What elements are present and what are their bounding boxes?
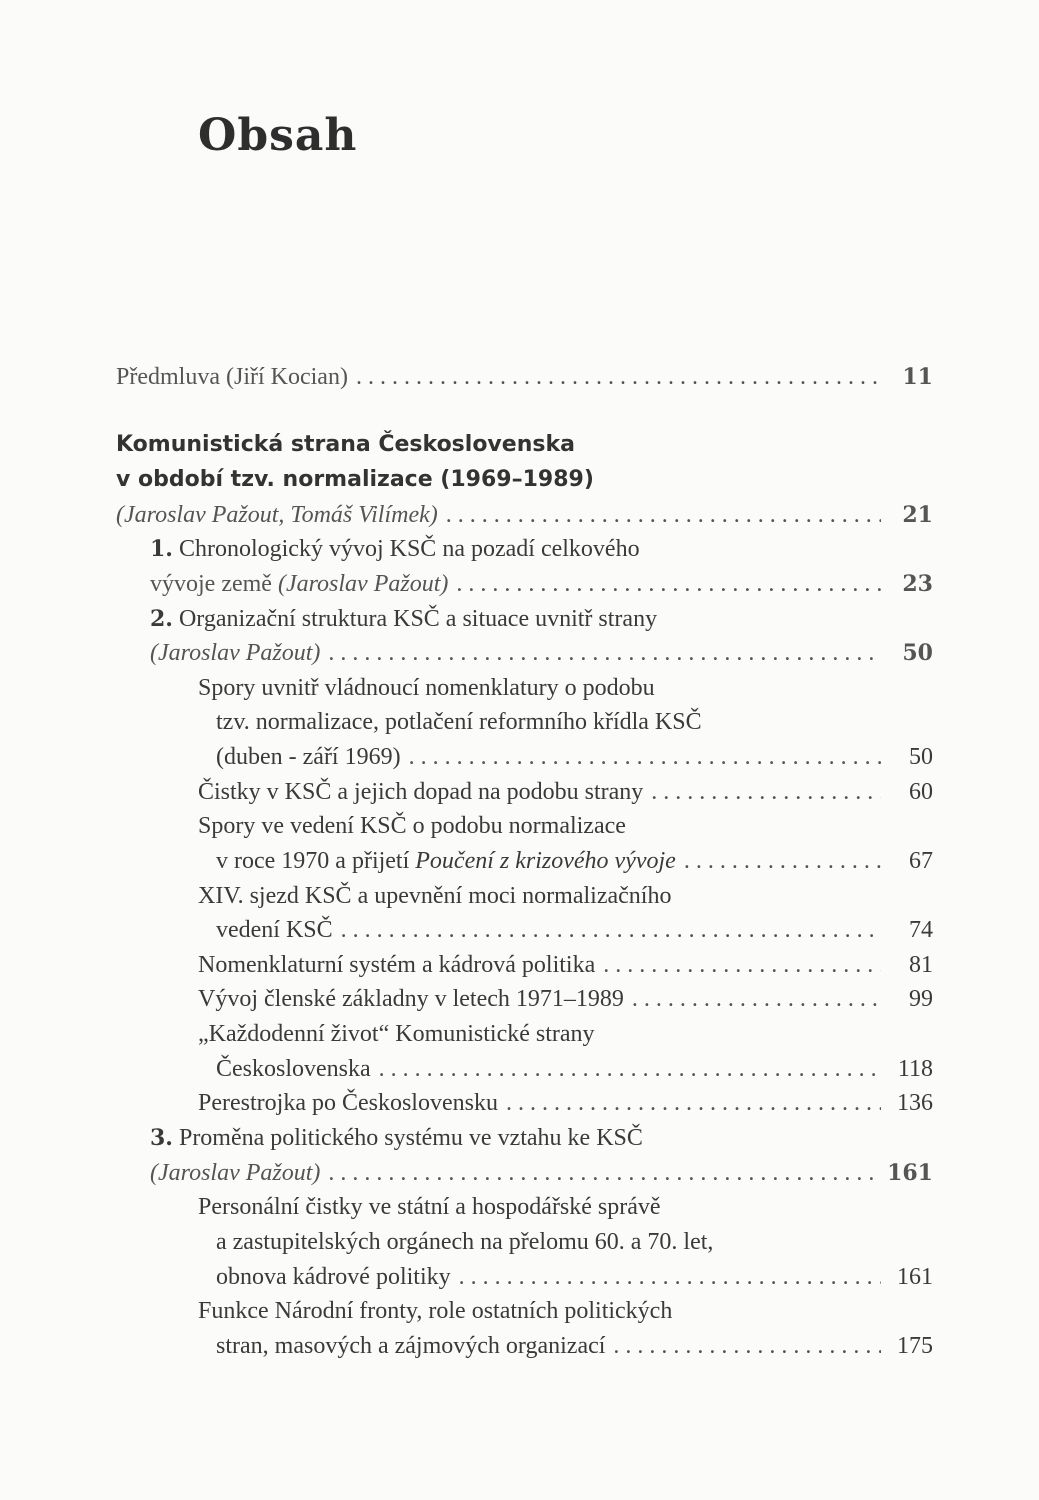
toc-leader-dots (603, 948, 881, 982)
toc-leader-dots (651, 775, 881, 809)
toc-chapter-number: 2. (150, 606, 173, 632)
toc-section-heading: Komunistická strana Československa (116, 432, 575, 457)
toc-subsection-line: tzv. normalizace, potlačení reformního křídla KSČ (216, 709, 702, 735)
toc-leader-dots (328, 636, 881, 670)
toc-chapter-3 (150, 1121, 643, 1155)
toc-subsection-line: XIV. sjezd KSČ a upevnění moci normalizačního (198, 883, 672, 909)
toc-subsection-entry (216, 1260, 933, 1294)
toc-leader-dots (456, 567, 881, 601)
toc-chapter-2-authors (150, 636, 933, 670)
toc-entry-authors: (Jaroslav Pažout, Tomáš Vilímek) (116, 502, 438, 528)
toc-leader-dots (341, 913, 881, 947)
toc-subsection-entry (216, 740, 933, 774)
toc-page-number: 50 (902, 640, 933, 666)
toc-page-number: 74 (909, 917, 933, 943)
toc-entry-text: Organizační struktura KSČ a situace uvnitř strany (178, 606, 658, 632)
toc-leader-dots (379, 1052, 881, 1086)
toc-leader-dots (356, 360, 881, 394)
toc-leader-dots (684, 844, 881, 878)
toc-subsection-line: Funkce Národní fronty, role ostatních politických (198, 1298, 673, 1324)
toc-page-number: 118 (897, 1056, 933, 1082)
toc-entry-authors: (Jaroslav Pažout) (277, 571, 449, 597)
toc-entry-text: Proměna politického systému ve vztahu ke KSČ (178, 1125, 643, 1151)
toc-entry-text: (duben - září 1969) (216, 744, 401, 770)
toc-leader-dots (409, 740, 881, 774)
toc-leader-dots (506, 1086, 881, 1120)
toc-subsection-entry (216, 1052, 933, 1086)
toc-chapter-1-cont (150, 567, 933, 601)
toc-chapter-number: 1. (150, 536, 173, 562)
toc-subsection-line: a zastupitelských orgánech na přelomu 60. a 70. let, (216, 1229, 714, 1255)
toc-page-number: 161 (887, 1160, 933, 1186)
toc-page-number: 81 (909, 952, 933, 978)
toc-entry-text: Vývoj členské základny v letech 1971–1989 (198, 986, 624, 1012)
toc-section-heading-cont: v období tzv. normalizace (1969–1989) (116, 467, 594, 492)
toc-page-number: 11 (902, 364, 933, 390)
toc-entry-text: obnova kádrové politiky (216, 1264, 451, 1290)
toc-entry-authors: (Jaroslav Pažout) (150, 640, 321, 666)
toc-page-number: 175 (897, 1333, 933, 1359)
toc-entry-text: Čistky v KSČ a jejich dopad na podobu strany (198, 779, 644, 805)
toc-leader-dots (328, 1156, 879, 1190)
toc-chapter-2 (150, 602, 657, 636)
toc-page-number: 60 (909, 779, 933, 805)
toc-entry-text: vedení KSČ (216, 917, 333, 943)
toc-leader-dots (613, 1329, 881, 1363)
toc-subsection-entry (198, 982, 933, 1016)
toc-entry-authors: (Jaroslav Pažout) (150, 1160, 321, 1186)
toc-page-number: 23 (902, 571, 933, 597)
toc-entry-text: Nomenklaturní systém a kádrová politika (198, 952, 596, 978)
toc-entry-text: Československa (216, 1056, 371, 1082)
toc-entry-text: Předmluva (Jiří Kocian) (116, 364, 348, 390)
toc-entry-text: Perestrojka po Československu (198, 1090, 498, 1116)
toc-subsection-entry (198, 775, 933, 809)
toc-page-number: 136 (897, 1090, 933, 1116)
toc-page-number: 21 (902, 502, 933, 528)
toc-entry-section-authors (116, 498, 933, 532)
toc-page-number: 99 (909, 986, 933, 1012)
toc-entry-text: stran, masových a zájmových organizací (216, 1333, 606, 1359)
page-title: Obsah (198, 110, 358, 161)
toc-entry-text: v roce 1970 a přijetí (216, 848, 410, 874)
toc-chapter-number: 3. (150, 1125, 173, 1151)
toc-entry-text: vývoje země (150, 571, 272, 597)
toc-subsection-line: Personální čistky ve státní a hospodářské správě (198, 1194, 661, 1220)
toc-entry-text: Chronologický vývoj KSČ na pozadí celkového (178, 536, 640, 562)
toc-leader-dots (446, 498, 881, 532)
toc-entry-predmluva (116, 360, 933, 394)
toc-subsection-line: Spory ve vedení KSČ o podobu normalizace (198, 813, 626, 839)
toc-page-number: 50 (909, 744, 933, 770)
toc-subsection-line: Spory uvnitř vládnoucí nomenklatury o podobu (198, 675, 655, 701)
toc-leader-dots (632, 982, 881, 1016)
toc-subsection-entry (198, 948, 933, 982)
toc-page-number: 161 (897, 1264, 933, 1290)
toc-subsection-line: „Každodenní život“ Komunistické strany (198, 1021, 595, 1047)
toc-subsection-entry (198, 1086, 933, 1120)
toc-subsection-entry (216, 844, 933, 878)
toc-chapter-3-authors (150, 1156, 933, 1190)
toc-chapter-1 (150, 532, 640, 566)
toc-page-number: 67 (909, 848, 933, 874)
toc-subsection-entry (216, 1329, 933, 1363)
toc-leader-dots (459, 1260, 881, 1294)
toc-entry-italic-title: Poučení z krizového vývoje (415, 848, 676, 874)
toc-subsection-entry (216, 913, 933, 947)
